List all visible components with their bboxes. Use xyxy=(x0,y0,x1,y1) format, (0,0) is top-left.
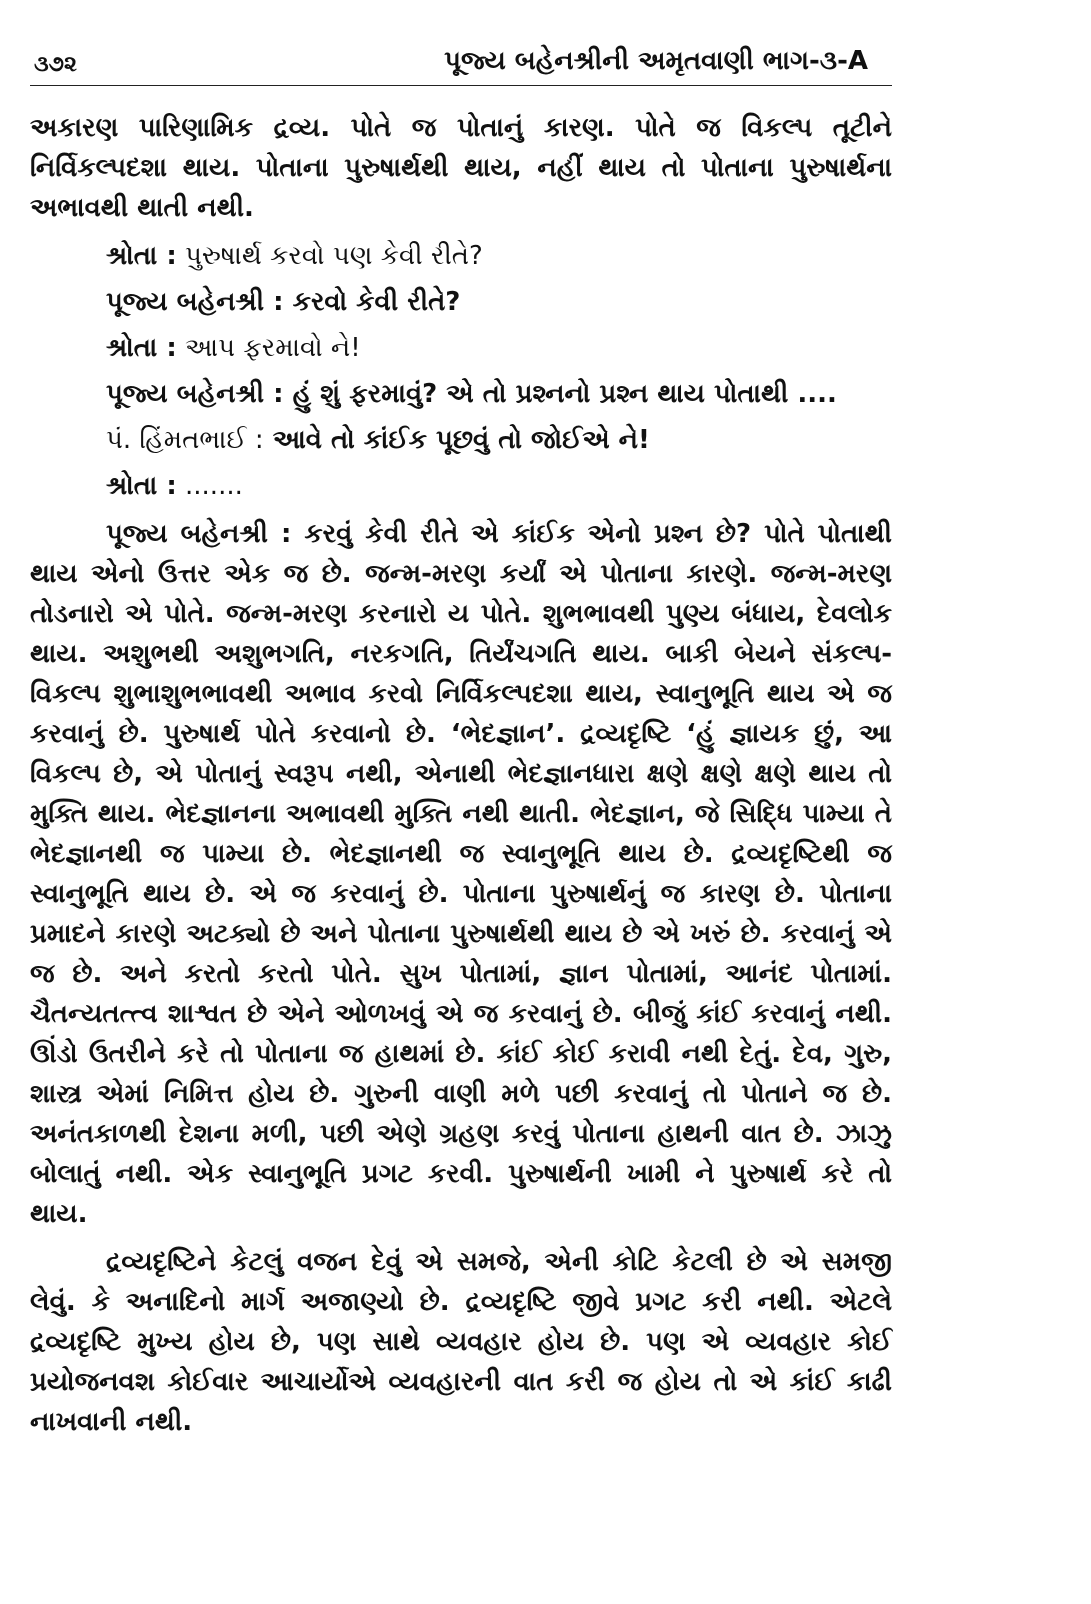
dialogue-line xyxy=(30,282,892,322)
speaker-label: પૂજ્ય બહેનશ્રી : xyxy=(106,379,284,409)
dialogue-line xyxy=(30,374,892,414)
answer-text: કરવું કેવી રીતે એ કાંઈક એનો પ્રશ્ન છે? પોતે પોતાથી થાય એનો ઉત્તર એક જ છે. જન્મ-મરણ કર્યાં એ પોતાના કારણે. જન્મ-મરણ તોડનારો એ પોતે. જન્મ-મરણ કરનારો ય પોતે. શુભભાવથી પુણ્ય બંધાય, દેવલોક થાય. અશુભથી અશુભગતિ, નરકગતિ, તિર્યંચગતિ થાય. બાકી બેયને સંકલ્પ-વિકલ્પ શુભાશુભભાવથી અભાવ કરવો નિર્વિકલ્પદશા થાય, સ્વાનુભૂતિ થાય એ જ કરવાનું છે. પુરુષાર્થ પોતે કરવાનો છે. ‘ભેદજ્ઞાન’. દ્રવ્યદૃષ્ટિ ‘હું જ્ઞાયક છું, આ વિકલ્પ છે, એ પોતાનું સ્વરૂપ નથી, એનાથી ભેદજ્ઞાનધારા ક્ષણે ક્ષણે ક્ષણે થાય તો મુક્તિ થાય. ભેદજ્ઞાનના અભાવથી મુક્તિ નથી થાતી. ભેદજ્ઞાન, જે સિદ્ધિ પામ્યા તે ભેદજ્ઞાનથી જ પામ્યા છે. ભેદજ્ઞાનથી જ સ્વાનુભૂતિ થાય છે. દ્રવ્યદૃષ્ટિથી જ સ્વાનુભૂતિ થાય છે. એ જ કરવાનું છે. પોતાના પુરુષાર્થનું જ કારણ છે. પોતાના પ્રમાદને કારણે અટક્યો છે અને પોતાના પુરુષાર્થથી થાય છે એ ખરું છે. કરવાનું એ જ છે. અને કરતો કરતો પોતે. સુખ પોતામાં, જ્ઞાન પોતામાં, આનંદ પોતામાં. ચૈતન્યતત્ત્વ શાશ્વત છે એને ઓળખવું એ જ કરવાનું છે. બીજું કાંઈ કરવાનું નથી. ઊંડો ઉતરીને કરે તો પોતાના જ હાથમાં છે. કાંઈ કોઈ કરાવી નથી દેતું. દેવ, ગુરુ, શાસ્ત્ર એમાં નિમિત્ત હોય છે. ગુરુની વાણી મળે પછી કરવાનું તો પોતાને જ છે. અનંતકાળથી દેશના મળી, પછી એણે ગ્રહણ કરવું પોતાના હાથની વાત છે. ઝાઝુ બોલાતું નથી. એક સ્વાનુભૂતિ પ્રગટ કરવી. પુરુષાર્થની ખામી ને પુરુષાર્થ કરે તો થાય. xyxy=(30,519,892,1229)
running-title: પૂજ્ય બહેનશ્રીની અમૃતવાણી ભાગ-૩-A xyxy=(444,46,868,76)
speaker-label: પૂજ્ય બહેનશ્રી : xyxy=(106,287,284,317)
opening-paragraph: અકારણ પારિણામિક દ્રવ્ય. પોતે જ પોતાનું કારણ. પોતે જ વિકલ્પ તૂટીને નિર્વિકલ્પદશા થાય. પોતાના પુરુષાર્થથી થાય, નહીં થાય તો પોતાના પુરુષાર્થના અભાવથી થાતી નથી. xyxy=(30,113,892,223)
speaker-label: પં. હિંમતભાઈ : xyxy=(106,425,264,455)
page-body xyxy=(30,108,892,1442)
utterance: ....... xyxy=(176,471,243,501)
dialogue-line xyxy=(30,420,892,460)
closing-paragraph: દ્રવ્યદૃષ્ટિને કેટલું વજન દેવું એ સમજે, એની કોટિ કેટલી છે એ સમજી લેવું. કે અનાદિનો માર્ગ અજાણ્યો છે. દ્રવ્યદૃષ્ટિ જીવે પ્રગટ કરી નથી. એટલે દ્રવ્યદૃષ્ટિ મુખ્ય હોય છે, પણ સાથે વ્યવહાર હોય છે. પણ એ વ્યવહાર કોઈ પ્રયોજનવશ કોઈવાર આચાર્યોએ વ્યવહારની વાત કરી જ હોય તો એ કાંઈ કાઢી નાખવાની નથી. xyxy=(30,1247,892,1437)
utterance: આપ ફરમાવો ને! xyxy=(176,333,361,363)
speaker-label: પૂજ્ય બહેનશ્રી : xyxy=(106,519,292,549)
utterance: આવે તો કાંઈક પૂછવું તો જોઈએ ને! xyxy=(263,425,650,455)
page-number: ૩૭૨ xyxy=(34,52,77,77)
dialogue-line xyxy=(30,466,892,506)
speaker-label: શ્રોતા : xyxy=(106,241,177,271)
dialogue-line xyxy=(30,236,892,276)
page-header xyxy=(30,44,892,86)
speaker-label: શ્રોતા : xyxy=(106,333,177,363)
dialogue-line xyxy=(30,328,892,368)
answer-paragraph xyxy=(30,514,892,1234)
utterance: હું શું ફરમાવું? એ તો પ્રશ્નનો પ્રશ્ન થાય પોતાથી .... xyxy=(283,379,837,409)
speaker-label: શ્રોતા : xyxy=(106,471,177,501)
utterance: કરવો કેવી રીતે? xyxy=(283,287,461,317)
utterance: પુરુષાર્થ કરવો પણ કેવી રીતે? xyxy=(176,241,483,271)
